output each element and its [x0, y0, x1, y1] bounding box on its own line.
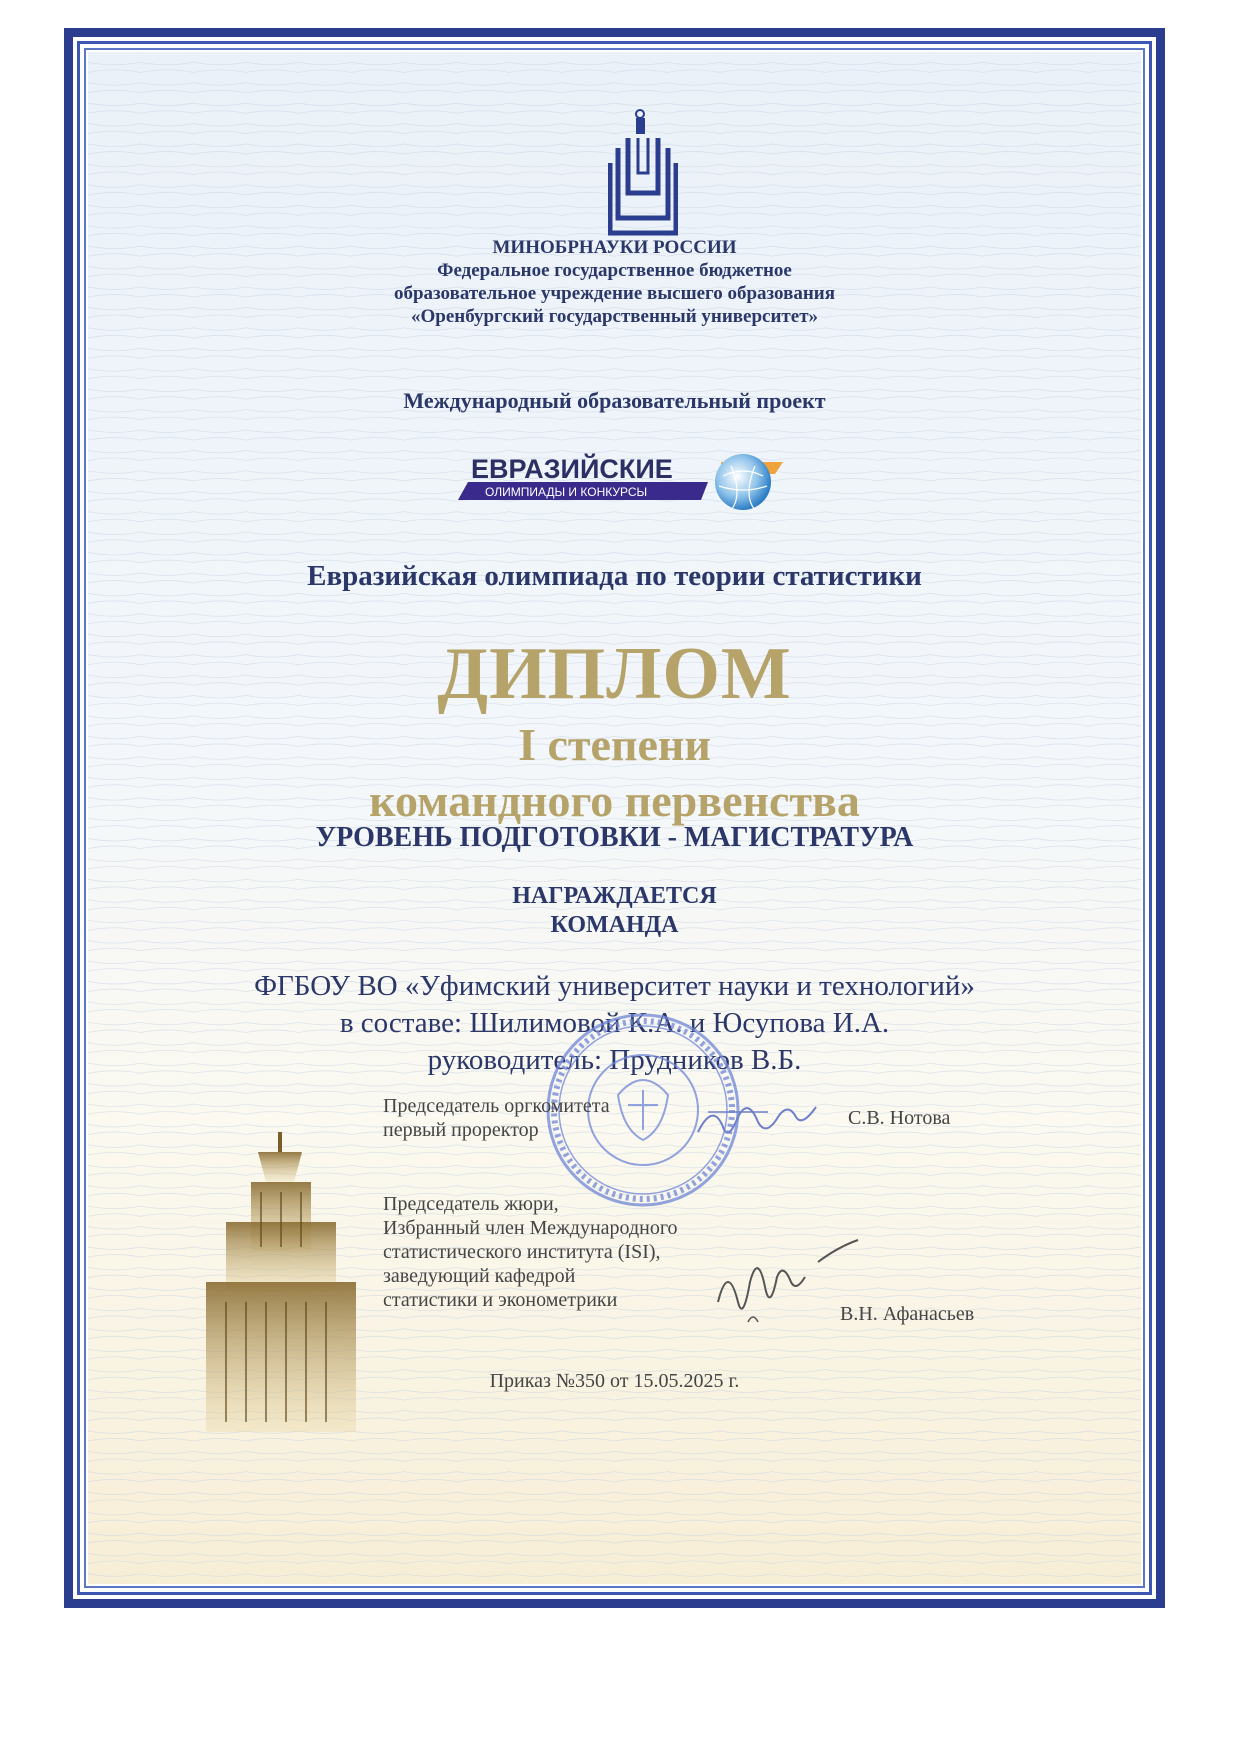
signatory-1-name: С.В. Нотова: [848, 1107, 951, 1129]
signatory-2-name: В.Н. Афанасьев: [840, 1303, 975, 1325]
logo-subtitle: ОЛИМПИАДЫ И КОНКУРСЫ: [485, 485, 648, 499]
org-line-2: образовательное учреждение высшего образования: [393, 283, 836, 304]
logo-title: ЕВРАЗИЙСКИЕ: [471, 454, 673, 484]
certificate-body: [88, 52, 1141, 1584]
handwritten-signature: [688, 1092, 828, 1152]
signatory-2-title-line-4: заведующий кафедрой: [383, 1265, 576, 1287]
signatory-2-title: [383, 1192, 678, 1312]
order-reference: Приказ №350 от 15.05.2025 г.: [489, 1370, 740, 1392]
signatory-1-title-line-1: Председатель оргкомитета: [383, 1095, 610, 1117]
signatory-2-title-line-3: статистического института (ISI),: [383, 1241, 661, 1263]
globe-icon: [715, 454, 771, 510]
degree-line-1: I степени: [518, 719, 711, 770]
org-line-1: Федеральное государственное бюджетное: [437, 260, 792, 281]
signatory-2-title-line-1: Председатель жюри,: [383, 1193, 559, 1215]
issuer-block: [88, 236, 1141, 328]
org-line-3: «Оренбургский государственный университет»: [410, 306, 819, 327]
signatory-1-title: [383, 1094, 610, 1142]
award-line-1: НАГРАЖДАЕТСЯ: [512, 883, 717, 909]
degree-block: [88, 717, 1141, 829]
training-level: УРОВЕНЬ ПОДГОТОВКИ - МАГИСТРАТУРА: [315, 822, 914, 853]
signatory-2-title-line-5: статистики и эконометрики: [383, 1289, 618, 1311]
award-line-2: КОМАНДА: [550, 912, 679, 938]
diploma-heading: ДИПЛОМ: [437, 633, 792, 715]
team-university: ФГБОУ ВО «Уфимский университет науки и технологий»: [254, 970, 975, 1002]
degree-line-2: командного первенства: [369, 775, 860, 826]
project-name: Международный образовательный проект: [403, 388, 826, 413]
olympiad-title: Евразийская олимпиада по теории статистики: [307, 560, 922, 592]
eurasian-olympiads-logo: [453, 452, 783, 514]
team-supervisor: руководитель: Прудников В.Б.: [427, 1044, 802, 1076]
team-members: в составе: Шилимовой К.А. и Юсупова И.А.: [339, 1007, 890, 1039]
certificate-frame: [64, 28, 1165, 1608]
ministry-name: МИНОБРНАУКИ РОССИИ: [492, 237, 737, 258]
award-block: [88, 882, 1141, 940]
signatory-2-title-line-2: Избранный член Международного: [383, 1217, 678, 1239]
signatory-1-title-line-2: первый проректор: [383, 1119, 539, 1141]
osu-emblem-icon: [608, 108, 678, 248]
